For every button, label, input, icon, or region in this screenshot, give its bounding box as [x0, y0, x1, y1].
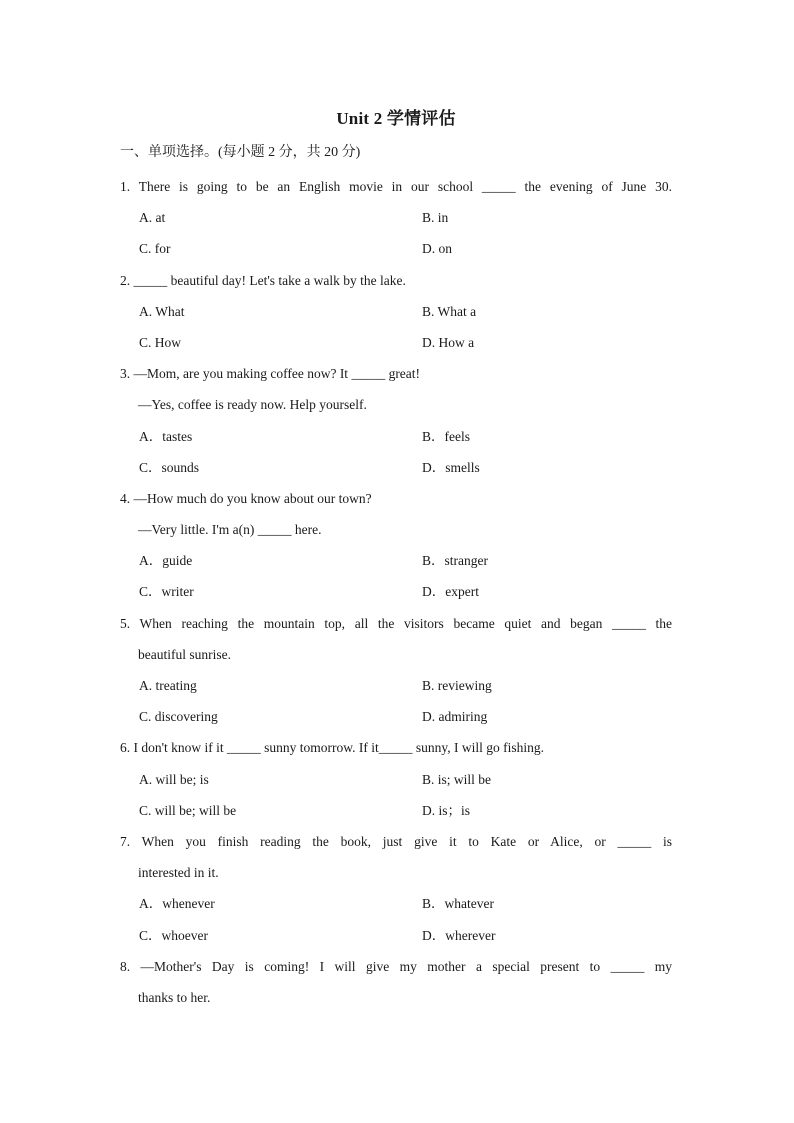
option-b: B．whatever	[422, 896, 494, 912]
question-1-options-row-1	[120, 202, 672, 233]
question-3: 3. —Mom, are you making coffee now? It _____ great!	[120, 366, 421, 382]
option-c: C. discovering	[139, 709, 218, 725]
question-6-options-row-2	[120, 795, 672, 826]
question-5-options-row-1	[120, 670, 672, 701]
question-7-options-row-2	[120, 920, 672, 951]
option-b: B. reviewing	[422, 678, 492, 693]
page-title: Unit 2 学情评估	[336, 109, 456, 128]
option-b: B. What a	[422, 303, 477, 319]
option-d: D. is；is	[422, 802, 471, 818]
question-7-options-row-1	[120, 888, 672, 919]
question-2-options-row-1	[120, 296, 672, 327]
question-3-reply: —Yes, coffee is ready now. Help yourself.	[138, 397, 367, 413]
option-d: D．wherever	[422, 927, 496, 943]
option-b: B．feels	[422, 428, 470, 444]
section-heading: 一、单项选择。(每小题 2 分，共 20 分)	[120, 145, 361, 160]
option-c: C. How	[139, 334, 182, 350]
question-3-options-row-1	[120, 421, 672, 452]
question-8: 8. —Mother's Day is coming! I will give my mother a special present to _____ my	[120, 958, 672, 974]
question-4: 4. —How much do you know about our town?	[120, 490, 372, 506]
option-a: A．guide	[139, 553, 193, 569]
option-a: A. treating	[139, 678, 197, 693]
option-b: B. is; will be	[422, 771, 492, 787]
option-a: A. at	[139, 210, 166, 226]
question-7: 7. When you finish reading the book, just give it to Kate or Alice, or _____ is	[120, 833, 672, 849]
option-d: D．expert	[422, 584, 479, 600]
question-4-options-row-1	[120, 545, 672, 576]
option-d: D．smells	[422, 459, 480, 475]
question-6-options-row-1	[120, 764, 672, 795]
option-c: C．writer	[139, 584, 194, 600]
option-a: A. What	[139, 303, 185, 319]
question-1: 1. There is going to be an English movie in our school _____ the evening of June 30.	[120, 179, 672, 194]
question-5: 5. When reaching the mountain top, all the visitors became quiet and began _____ the	[120, 615, 672, 631]
question-7-continuation: interested in it.	[138, 865, 219, 881]
question-2-options-row-2	[120, 327, 672, 358]
option-d: D. on	[422, 241, 452, 257]
option-a: A．tastes	[139, 428, 193, 444]
option-d: D. How a	[422, 334, 475, 350]
question-5-continuation: beautiful sunrise.	[138, 646, 231, 662]
question-5-options-row-2	[120, 701, 672, 732]
question-8-continuation: thanks to her.	[138, 989, 211, 1005]
question-2: 2. _____ beautiful day! Let's take a walk by the lake.	[120, 272, 406, 288]
option-c: C. for	[139, 241, 171, 257]
option-d: D. admiring	[422, 709, 488, 725]
question-4-reply: —Very little. I'm a(n) _____ here.	[138, 522, 322, 538]
option-b: B．stranger	[422, 553, 488, 569]
question-4-options-row-2	[120, 576, 672, 607]
option-c: C．whoever	[139, 927, 208, 943]
option-a: A．whenever	[139, 896, 215, 912]
question-1-options-row-2	[120, 233, 672, 264]
option-c: C．sounds	[139, 459, 200, 475]
option-a: A. will be; is	[139, 771, 209, 787]
question-3-options-row-2	[120, 452, 672, 483]
option-b: B. in	[422, 210, 449, 226]
option-c: C. will be; will be	[139, 802, 237, 818]
question-6: 6. I don't know if it _____ sunny tomorrow. If it_____ sunny, I will go fishing.	[120, 740, 545, 756]
